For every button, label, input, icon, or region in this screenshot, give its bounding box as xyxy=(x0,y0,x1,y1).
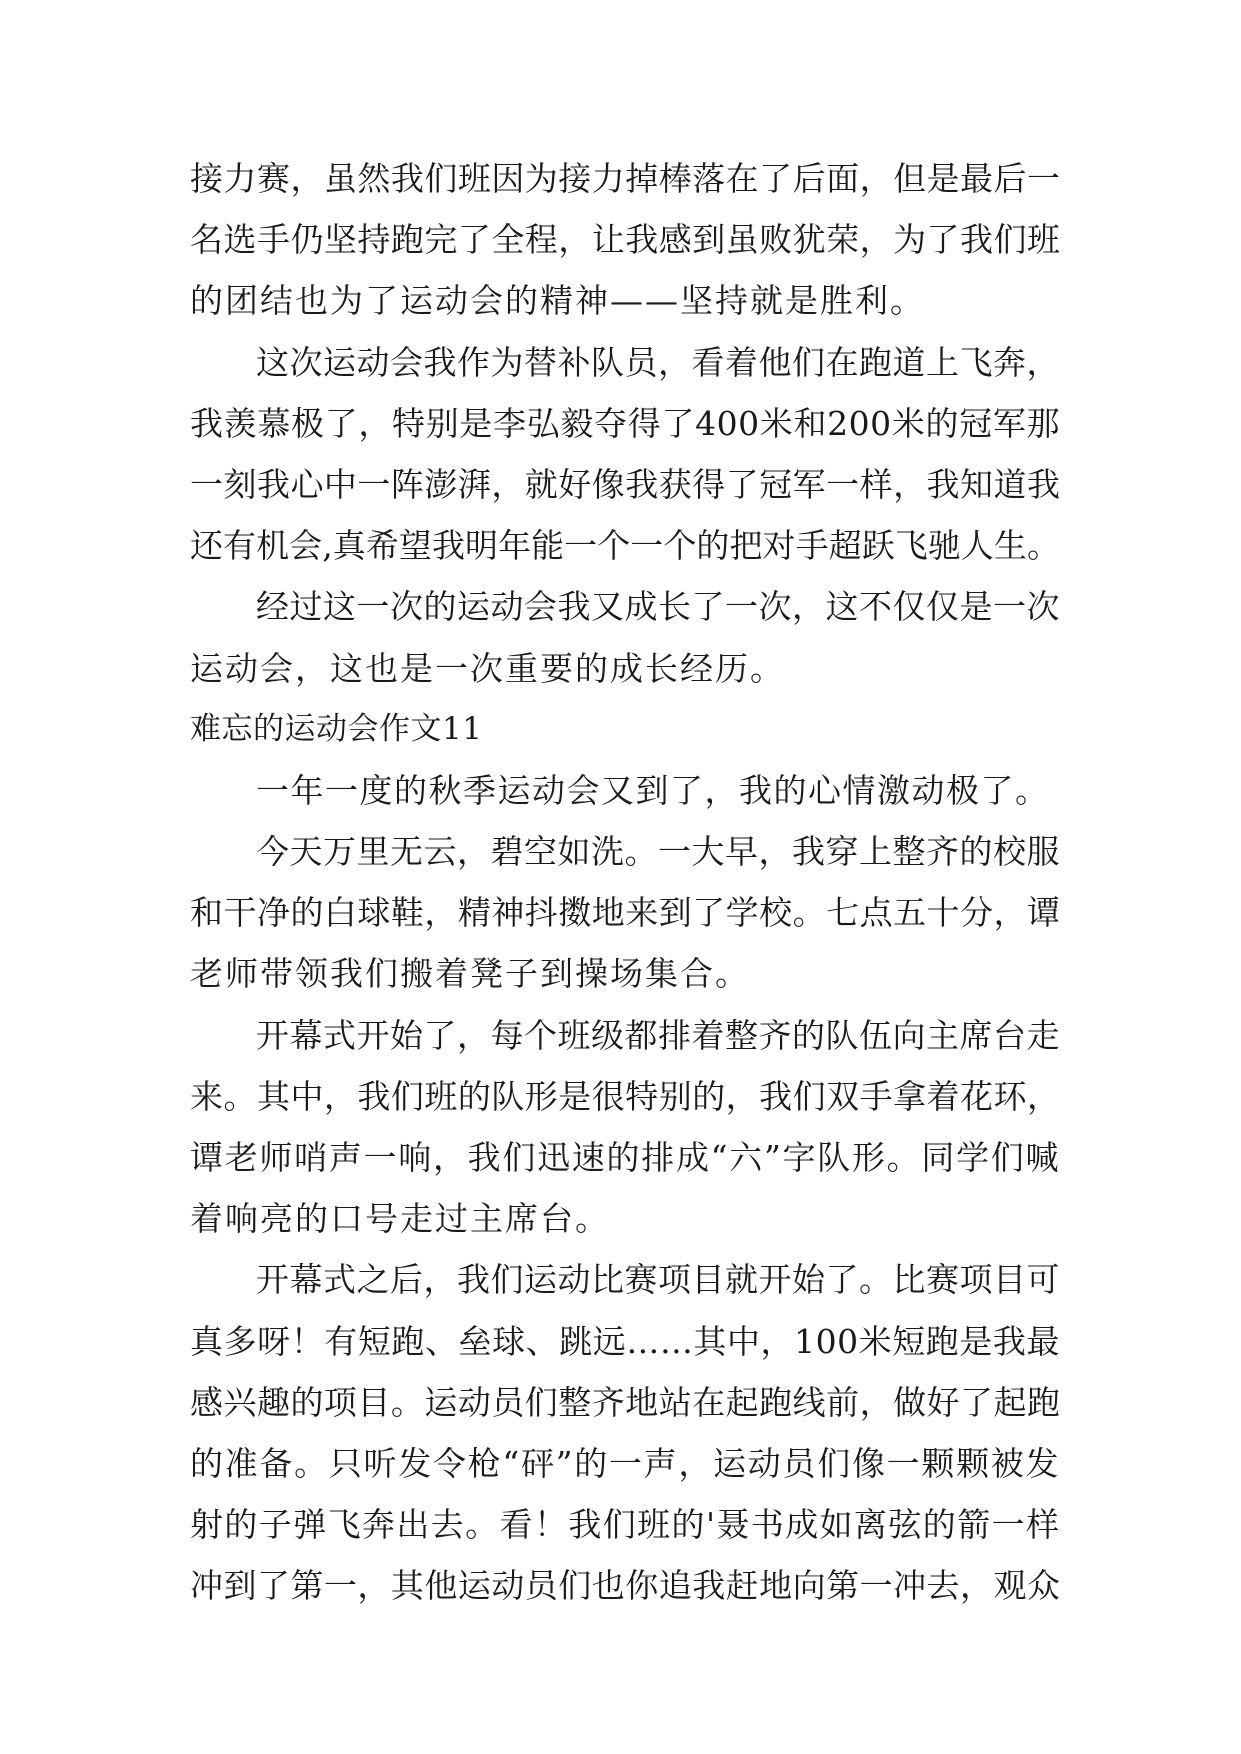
text-line: 射的子弹飞奔出去。看！我们班的'聂书成如离弦的箭一样 xyxy=(190,1505,1060,1545)
essay-body xyxy=(190,148,1060,1617)
text-line: 谭老师哨声一响，我们迅速的排成“六”字队形。同学们喊 xyxy=(190,1138,1060,1177)
text-line: 运动会，这也是一次重要的成长经历。 xyxy=(190,648,785,688)
text-line: 冲到了第一，其他运动员们也你追我赶地向第一冲去，观众 xyxy=(190,1566,1060,1606)
text-line: 的准备。只听发令枪“砰”的一声，运动员们像一颗颗被发 xyxy=(190,1443,1060,1483)
text-line: 名选手仍坚持跑完了全程，让我感到虽败犹荣，为了我们班 xyxy=(190,220,1060,260)
paragraph-start-line: 开幕式开始了，每个班级都排着整齐的队伍向主席台走 xyxy=(256,1015,1060,1055)
paragraph-start-line: 今天万里无云，碧空如洗。一大早，我穿上整齐的校服 xyxy=(256,832,1060,872)
section-heading: 难忘的运动会作文11 xyxy=(190,710,483,747)
text-line: 真多呀！有短跑、垒球、跳远……其中，100米短跑是我最 xyxy=(190,1321,1060,1361)
paragraph-start-line: 这次运动会我作为替补队员，看着他们在跑道上飞奔， xyxy=(256,342,1060,382)
text-line: 我羡慕极了，特别是李弘毅夺得了400米和200米的冠军那 xyxy=(190,403,1060,443)
text-line: 和干净的白球鞋，精神抖擞地来到了学校。七点五十分，谭 xyxy=(190,893,1060,933)
paragraph-start-line: 经过这一次的运动会我又成长了一次，这不仅仅是一次 xyxy=(256,587,1060,627)
text-line: 着响亮的口号走过主席台。 xyxy=(190,1199,610,1239)
paragraph-start-line: 一年一度的秋季运动会又到了，我的心情激动极了。 xyxy=(256,770,1050,810)
text-line: 来。其中，我们班的队形是很特别的，我们双手拿着花环， xyxy=(190,1076,1060,1116)
text-line: 接力赛，虽然我们班因为接力掉棒落在了后面，但是最后一 xyxy=(190,159,1060,198)
text-line: 一刻我心中一阵澎湃，就好像我获得了冠军一样，我知道我 xyxy=(190,464,1060,504)
text-line: 老师带领我们搬着凳子到操场集合。 xyxy=(190,954,750,994)
text-line: 感兴趣的项目。运动员们整齐地站在起跑线前，做好了起跑 xyxy=(190,1382,1060,1422)
paragraph-start-line: 开幕式之后，我们运动比赛项目就开始了。比赛项目可 xyxy=(256,1260,1060,1300)
text-line: 还有机会,真希望我明年能一个一个的把对手超跃飞驰人生。 xyxy=(190,526,1060,566)
text-line: 的团结也为了运动会的精神——坚持就是胜利。 xyxy=(190,281,925,321)
